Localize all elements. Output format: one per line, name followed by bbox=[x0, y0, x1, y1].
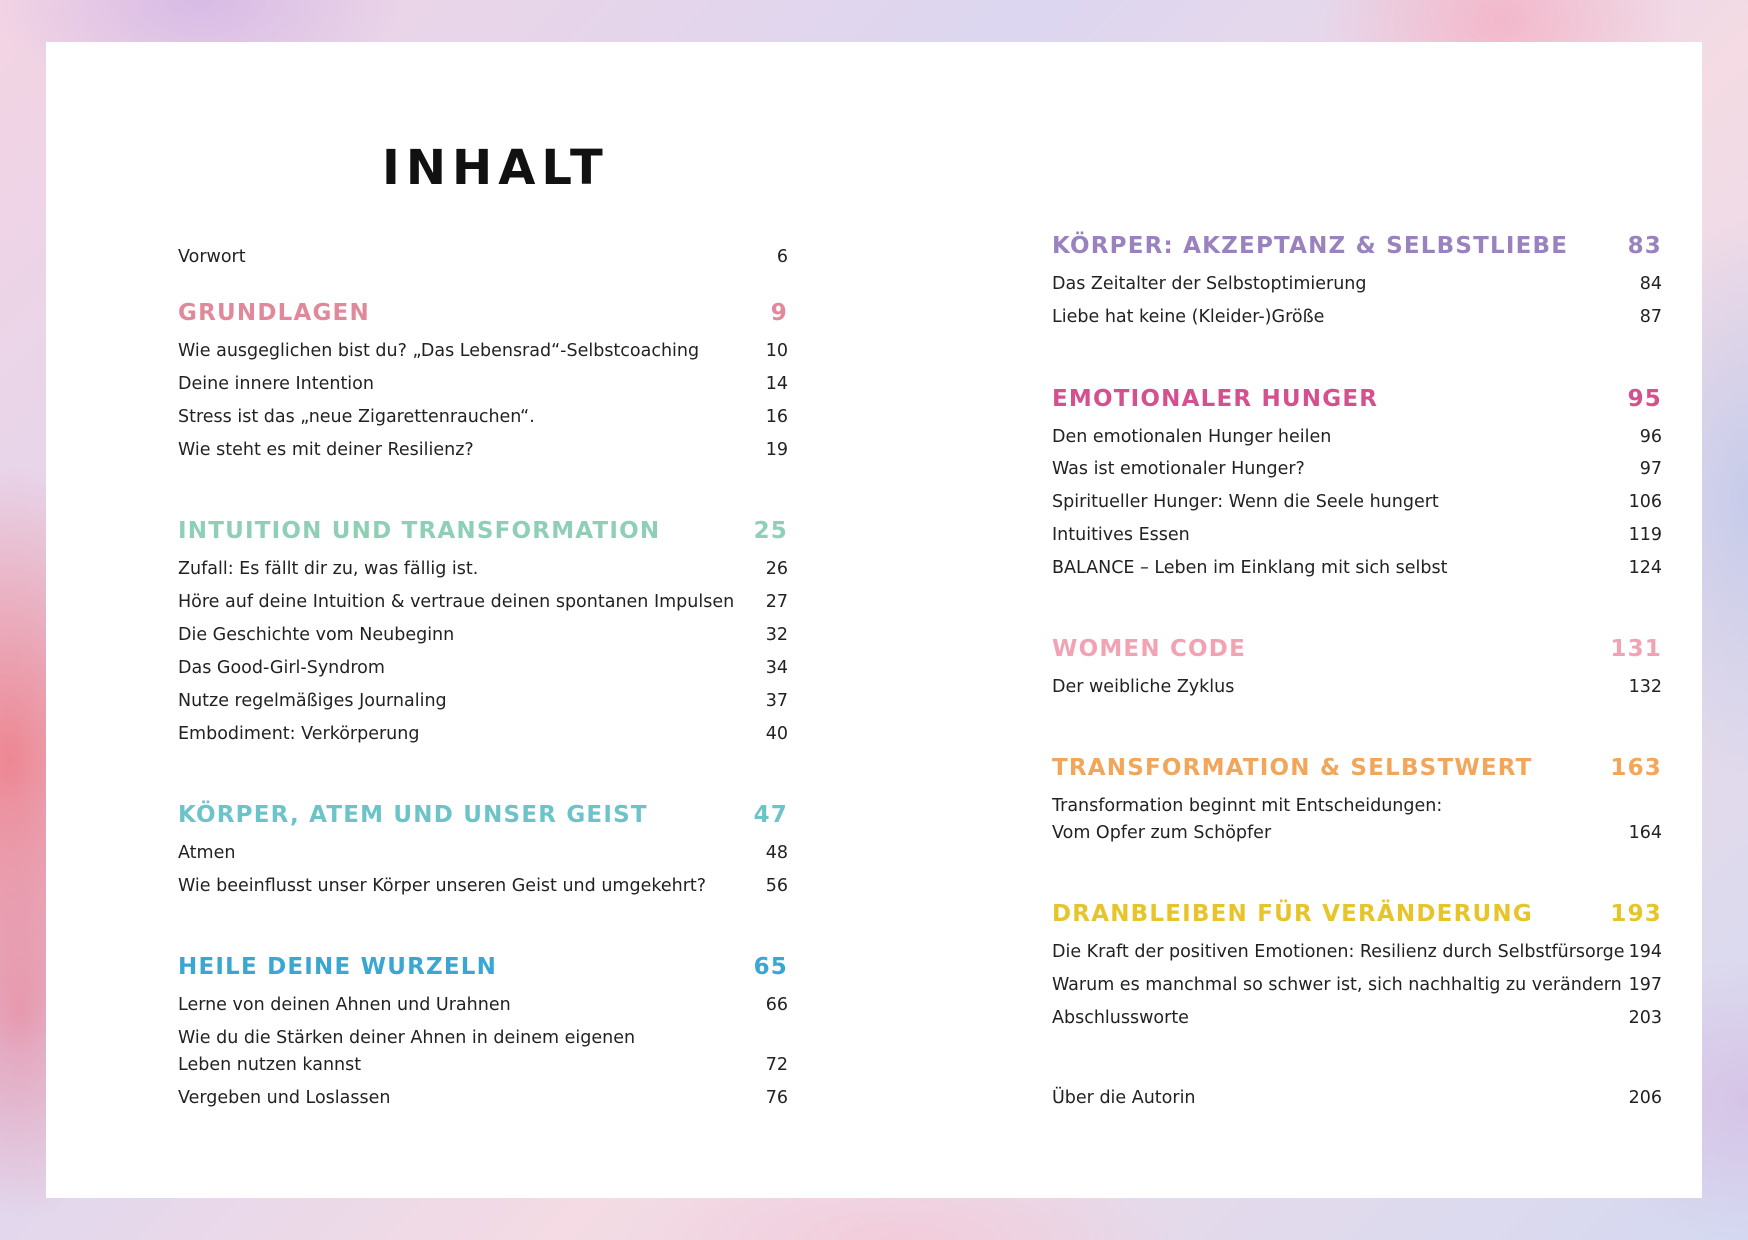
entry-page: 87 bbox=[1639, 307, 1662, 327]
section-heading-heile[interactable] bbox=[178, 954, 788, 980]
section-title: KÖRPER, ATEM UND UNSER GEIST bbox=[178, 802, 648, 828]
section-title: WOMEN CODE bbox=[1052, 636, 1247, 662]
toc-entry[interactable] bbox=[178, 1025, 788, 1079]
toc-entry[interactable] bbox=[178, 840, 788, 867]
entry-page: 10 bbox=[765, 341, 788, 361]
section-heading-women-code[interactable] bbox=[1052, 636, 1662, 662]
entry-label: Wie ausgeglichen bist du? „Das Lebensrad“-Selbstcoaching bbox=[178, 341, 700, 361]
entry-label: Der weibliche Zyklus bbox=[1052, 677, 1235, 697]
toc-entry[interactable] bbox=[1052, 271, 1662, 298]
section-title: EMOTIONALER HUNGER bbox=[1052, 386, 1379, 412]
entry-label: Zufall: Es fällt dir zu, was fällig ist. bbox=[178, 559, 479, 579]
entry-label: Wie steht es mit deiner Resilienz? bbox=[178, 440, 474, 460]
section-title: TRANSFORMATION & SELBSTWERT bbox=[1052, 755, 1533, 781]
toc-entry[interactable] bbox=[178, 1085, 788, 1112]
toc-entry[interactable] bbox=[1052, 304, 1662, 331]
entry-page: 96 bbox=[1639, 427, 1662, 447]
entry-page: 124 bbox=[1628, 558, 1662, 578]
page-title: INHALT bbox=[382, 140, 609, 196]
entry-label: Über die Autorin bbox=[1052, 1088, 1196, 1108]
entry-label: Vorwort bbox=[178, 247, 246, 267]
section-heading-intuition[interactable] bbox=[178, 518, 788, 544]
entry-label-line: Leben nutzen kannst bbox=[178, 1055, 362, 1075]
entry-label: Nutze regelmäßiges Journaling bbox=[178, 691, 447, 711]
toc-entry[interactable] bbox=[178, 721, 788, 748]
entry-page: 34 bbox=[765, 658, 788, 678]
entry-label-line: Transformation beginnt mit Entscheidungen: bbox=[1052, 796, 1443, 816]
entry-label: Abschlussworte bbox=[1052, 1008, 1189, 1028]
toc-entry[interactable] bbox=[1052, 674, 1662, 701]
entry-page: 106 bbox=[1628, 492, 1662, 512]
entry-label: BALANCE – Leben im Einklang mit sich selbst bbox=[1052, 558, 1448, 578]
section-page: 131 bbox=[1610, 636, 1662, 662]
section-title: INTUITION UND TRANSFORMATION bbox=[178, 518, 661, 544]
section-heading-koerper-atem[interactable] bbox=[178, 802, 788, 828]
toc-entry[interactable] bbox=[178, 556, 788, 583]
entry-page: 72 bbox=[765, 1055, 788, 1075]
section-page: 25 bbox=[753, 518, 788, 544]
entry-label: Embodiment: Verkörperung bbox=[178, 724, 420, 744]
section-title: HEILE DEINE WURZELN bbox=[178, 954, 498, 980]
entry-page: 132 bbox=[1628, 677, 1662, 697]
entry-label: Den emotionalen Hunger heilen bbox=[1052, 427, 1332, 447]
entry-page: 197 bbox=[1628, 975, 1662, 995]
toc-entry[interactable] bbox=[1052, 1005, 1662, 1032]
section-title: GRUNDLAGEN bbox=[178, 300, 370, 326]
section-heading-emotional[interactable] bbox=[1052, 386, 1662, 412]
entry-page: 76 bbox=[765, 1088, 788, 1108]
entry-label: Das Good-Girl-Syndrom bbox=[178, 658, 385, 678]
toc-page bbox=[46, 42, 1702, 1198]
section-heading-transformation[interactable] bbox=[1052, 755, 1662, 781]
entry-page: 14 bbox=[765, 374, 788, 394]
entry-label: Das Zeitalter der Selbstoptimierung bbox=[1052, 274, 1367, 294]
toc-entry[interactable] bbox=[178, 589, 788, 616]
toc-entry[interactable] bbox=[178, 437, 788, 464]
entry-page: 16 bbox=[765, 407, 788, 427]
toc-entry[interactable] bbox=[1052, 456, 1662, 483]
entry-label: Stress ist das „neue Zigarettenrauchen“. bbox=[178, 407, 535, 427]
entry-page: 66 bbox=[765, 995, 788, 1015]
toc-entry[interactable] bbox=[178, 688, 788, 715]
toc-entry[interactable] bbox=[1052, 522, 1662, 549]
entry-label: Spiritueller Hunger: Wenn die Seele hungert bbox=[1052, 492, 1439, 512]
section-page: 9 bbox=[770, 300, 788, 326]
entry-label: Die Kraft der positiven Emotionen: Resilienz durch Selbstfürsorge bbox=[1052, 942, 1625, 962]
section-page: 95 bbox=[1627, 386, 1662, 412]
entry-label: Die Geschichte vom Neubeginn bbox=[178, 625, 455, 645]
entry-page: 194 bbox=[1628, 942, 1662, 962]
entry-label: Warum es manchmal so schwer ist, sich nachhaltig zu verändern bbox=[1052, 975, 1622, 995]
section-page: 83 bbox=[1627, 233, 1662, 259]
toc-entry[interactable] bbox=[1052, 793, 1662, 847]
entry-page: 19 bbox=[765, 440, 788, 460]
entry-label: Liebe hat keine (Kleider-)Größe bbox=[1052, 307, 1325, 327]
entry-label-line: Wie du die Stärken deiner Ahnen in deinem eigenen bbox=[178, 1028, 636, 1048]
toc-entry-vorwort[interactable] bbox=[178, 244, 788, 271]
section-heading-koerper-akzeptanz[interactable] bbox=[1052, 233, 1662, 259]
section-page: 47 bbox=[753, 802, 788, 828]
section-page: 163 bbox=[1610, 755, 1662, 781]
section-page: 193 bbox=[1610, 901, 1662, 927]
toc-entry[interactable] bbox=[178, 873, 788, 900]
section-heading-dranbleiben[interactable] bbox=[1052, 901, 1662, 927]
toc-entry[interactable] bbox=[178, 655, 788, 682]
toc-entry[interactable] bbox=[1052, 489, 1662, 516]
entry-page: 97 bbox=[1639, 459, 1662, 479]
entry-label: Wie beeinflusst unser Körper unseren Geist und umgekehrt? bbox=[178, 876, 707, 896]
entry-page: 48 bbox=[765, 843, 788, 863]
entry-page: 6 bbox=[776, 247, 788, 267]
toc-entry-autorin[interactable] bbox=[1052, 1085, 1662, 1112]
entry-label: Lerne von deinen Ahnen und Urahnen bbox=[178, 995, 511, 1015]
toc-entry[interactable] bbox=[1052, 555, 1662, 582]
entry-page: 37 bbox=[765, 691, 788, 711]
section-title: DRANBLEIBEN FÜR VERÄNDERUNG bbox=[1052, 901, 1533, 927]
entry-page: 203 bbox=[1628, 1008, 1662, 1028]
toc-entry[interactable] bbox=[178, 338, 788, 365]
toc-entry[interactable] bbox=[178, 404, 788, 431]
entry-page: 32 bbox=[765, 625, 788, 645]
entry-page: 84 bbox=[1639, 274, 1662, 294]
entry-page: 56 bbox=[765, 876, 788, 896]
section-heading-grundlagen[interactable] bbox=[178, 300, 788, 326]
toc-entry[interactable] bbox=[178, 622, 788, 649]
entry-page: 206 bbox=[1628, 1088, 1662, 1108]
entry-label: Höre auf deine Intuition & vertraue deinen spontanen Impulsen bbox=[178, 592, 735, 612]
entry-page: 26 bbox=[765, 559, 788, 579]
entry-label: Vergeben und Loslassen bbox=[178, 1088, 391, 1108]
section-page: 65 bbox=[753, 954, 788, 980]
entry-label: Was ist emotionaler Hunger? bbox=[1052, 459, 1305, 479]
entry-label: Deine innere Intention bbox=[178, 374, 374, 394]
entry-label bbox=[178, 1025, 635, 1079]
toc-entry[interactable] bbox=[1052, 424, 1662, 451]
entry-page: 27 bbox=[765, 592, 788, 612]
entry-page: 119 bbox=[1628, 525, 1662, 545]
entry-label: Atmen bbox=[178, 843, 236, 863]
toc-entry[interactable] bbox=[1052, 939, 1662, 966]
entry-label-line: Vom Opfer zum Schöpfer bbox=[1052, 823, 1272, 843]
entry-page: 164 bbox=[1628, 823, 1662, 843]
toc-entry[interactable] bbox=[1052, 972, 1662, 999]
entry-label: Intuitives Essen bbox=[1052, 525, 1190, 545]
entry-label bbox=[1052, 793, 1442, 847]
entry-page: 40 bbox=[765, 724, 788, 744]
toc-entry[interactable] bbox=[178, 371, 788, 398]
toc-entry[interactable] bbox=[178, 992, 788, 1019]
section-title: KÖRPER: AKZEPTANZ & SELBSTLIEBE bbox=[1052, 233, 1569, 259]
